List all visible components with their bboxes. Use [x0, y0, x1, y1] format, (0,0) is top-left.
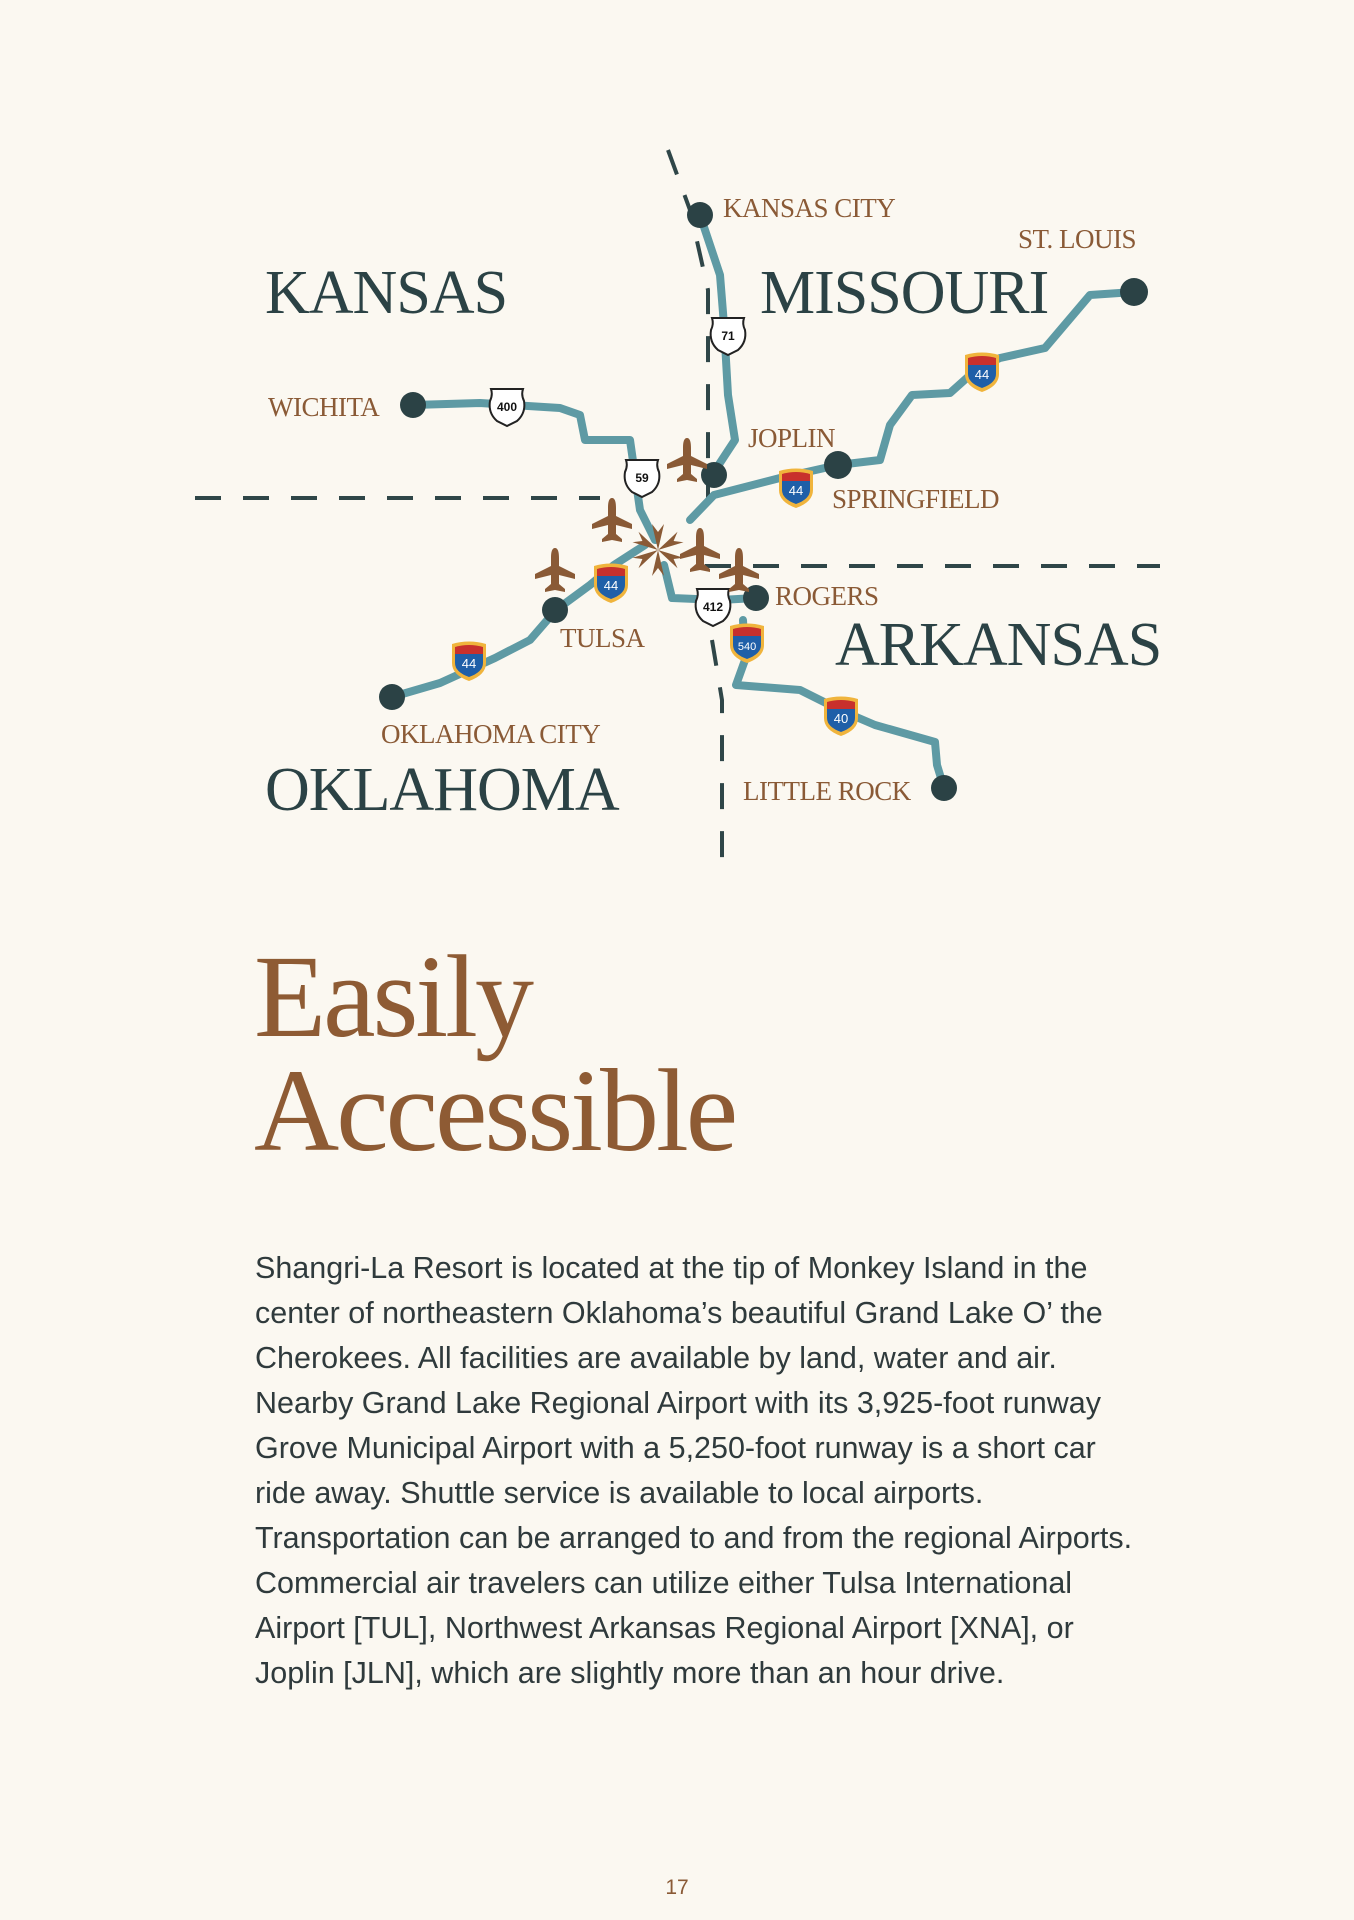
city-dot-little-rock — [931, 775, 957, 801]
state-label-kansas: KANSAS — [265, 259, 508, 327]
city-dot-st-louis — [1120, 278, 1148, 306]
city-label-oklahoma-city: OKLAHOMA CITY — [381, 719, 601, 749]
regional-map — [0, 0, 1354, 900]
city-dot-kansas-city — [687, 202, 713, 228]
city-dot-tulsa — [542, 597, 568, 623]
state-label-arkansas: ARKANSAS — [835, 611, 1162, 679]
oklahoma-arkansas-border — [712, 640, 722, 860]
state-label-oklahoma: OKLAHOMA — [265, 756, 619, 824]
svg-text:540: 540 — [737, 641, 757, 653]
i-540-shield — [730, 624, 764, 664]
us-59-shield — [625, 460, 660, 497]
city-dot-wichita — [400, 392, 426, 418]
city-dot-springfield — [824, 451, 852, 479]
page-headline — [254, 931, 1154, 1176]
svg-text:40: 40 — [833, 711, 849, 726]
airplane-icon — [592, 498, 632, 542]
city-label-little-rock: LITTLE ROCK — [743, 776, 911, 806]
us-71-shield — [711, 318, 746, 355]
us-400-shield — [490, 389, 525, 426]
headline-line-1: Easily — [254, 931, 531, 1062]
airplane-icon — [667, 438, 707, 482]
svg-text:44: 44 — [603, 578, 619, 593]
svg-text:400: 400 — [496, 400, 518, 414]
headline-line-2: Accessible — [254, 1045, 736, 1176]
city-label-joplin: JOPLIN — [748, 423, 836, 453]
i-40-shield — [824, 697, 858, 737]
svg-text:44: 44 — [974, 367, 990, 382]
svg-text:59: 59 — [635, 471, 649, 485]
page-number: 17 — [665, 1876, 689, 1899]
state-label-missouri: MISSOURI — [760, 259, 1049, 327]
city-dot-oklahoma-city — [379, 684, 405, 710]
airplane-icon — [535, 548, 575, 592]
i-44-shield-springfield — [779, 469, 813, 509]
svg-text:44: 44 — [788, 483, 804, 498]
body-paragraph: Shangri-La Resort is located at the tip of Monkey Island in the center of northeastern Oklahoma’s beautiful Grand Lake O’ the Cherokees. All facilities are available by land, water and air. Nearby Grand Lake Regional Airport with its 3,925-foot runway Grove Municipal Airport with a 5,250-foot runway is a short car ride away. Shuttle service is available to local airports. Transportation can be arranged to and from the regional Airports. Commercial air travelers can utilize either Tulsa International Airport [TUL], Northwest Arkansas Regional Airport [XNA], or Joplin [JLN], which are slightly more than an hour drive. — [255, 1251, 1133, 1690]
city-label-kansas-city: KANSAS CITY — [723, 193, 896, 223]
us-412-shield — [696, 589, 731, 626]
city-label-tulsa: TULSA — [560, 623, 645, 653]
i-44-shield-tulsa — [594, 564, 628, 604]
svg-text:412: 412 — [702, 600, 724, 614]
city-label-rogers: ROGERS — [775, 581, 879, 611]
city-label-wichita: WICHITA — [268, 392, 380, 422]
city-label-springfield: SPRINGFIELD — [832, 484, 1000, 514]
svg-text:44: 44 — [461, 656, 477, 671]
svg-text:71: 71 — [721, 329, 735, 343]
i-44-shield-east — [965, 353, 999, 393]
city-label-st-louis: ST. LOUIS — [1018, 224, 1137, 254]
